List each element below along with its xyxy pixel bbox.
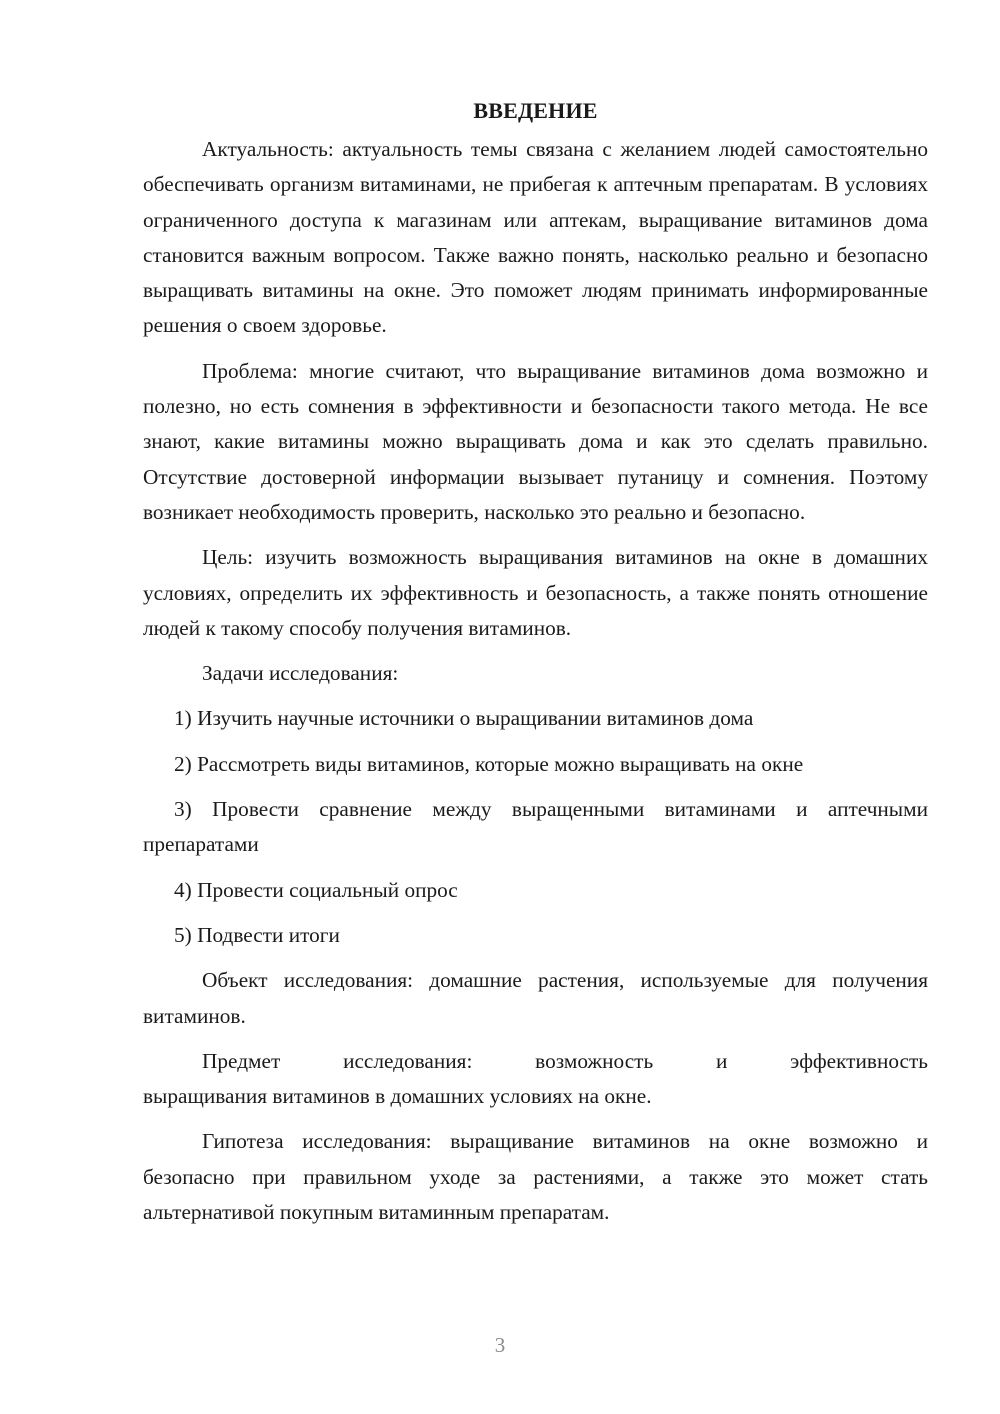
object-paragraph: Объект исследования: домашние растения, используемые для получения витаминов. xyxy=(143,968,928,1028)
goal-paragraph: Цель: изучить возможность выращивания витаминов на окне в домашних условиях, определить их эффективность и безопасность, а также понять отношение людей к такому способу получения витаминов. xyxy=(143,545,928,640)
document-page xyxy=(143,92,928,1240)
hypothesis-paragraph: Гипотеза исследования: выращивание витаминов на окне возможно и безопасно при правильном уходе за растениями, а также это может стать альтернативой покупным витаминным препаратам. xyxy=(143,1129,928,1225)
page-title: ВВЕДЕНИЕ xyxy=(473,98,598,123)
subject-first-line xyxy=(143,1044,928,1079)
problem-paragraph: Проблема: многие считают, что выращивание витаминов дома возможно и полезно, но есть сомнения в эффективности и безопасности такого метода. Не все знают, какие витамины можно выращивать дома и как это сделать правильно. Отсутствие достоверной информации вызывает путаницу и сомнения. Поэтому возникает необходимость проверить, насколько это реально и безопасно. xyxy=(143,358,928,524)
subject-word: и xyxy=(715,1048,728,1073)
page-number: 3 xyxy=(494,1333,506,1357)
subject-word: Предмет xyxy=(202,1048,281,1073)
list-item: 3) Провести сравнение между выращенными витаминами и аптечными препаратами xyxy=(143,797,928,857)
relevance-paragraph: Актуальность: актуальность темы связана с желанием людей самостоятельно обеспечивать организм витаминами, не прибегая к аптечным препаратам. В условиях ограниченного доступа к магазинам или аптекам, выращивание витаминов дома становится важным вопросом. Также важно понять, насколько реально и безопасно выращивать витамины на окне. Это поможет людям принимать информированные решения о своем здоровье. xyxy=(143,137,928,338)
subject-word: возможность xyxy=(535,1048,654,1073)
list-item: 1) Изучить научные источники о выращивании витаминов дома xyxy=(174,706,754,731)
subject-second-line: выращивания витаминов в домашних условиях на окне. xyxy=(143,1084,652,1109)
subject-word: эффективность xyxy=(790,1048,928,1073)
list-item: 2) Рассмотреть виды витаминов, которые можно выращивать на окне xyxy=(174,751,804,776)
subject-paragraph xyxy=(143,1044,928,1115)
subject-word: исследования: xyxy=(343,1048,473,1073)
list-item: 4) Провести социальный опрос xyxy=(174,877,458,902)
tasks-title: Задачи исследования: xyxy=(202,661,399,686)
tasks-list xyxy=(143,701,928,953)
list-item: 5) Подвести итоги xyxy=(174,922,340,947)
